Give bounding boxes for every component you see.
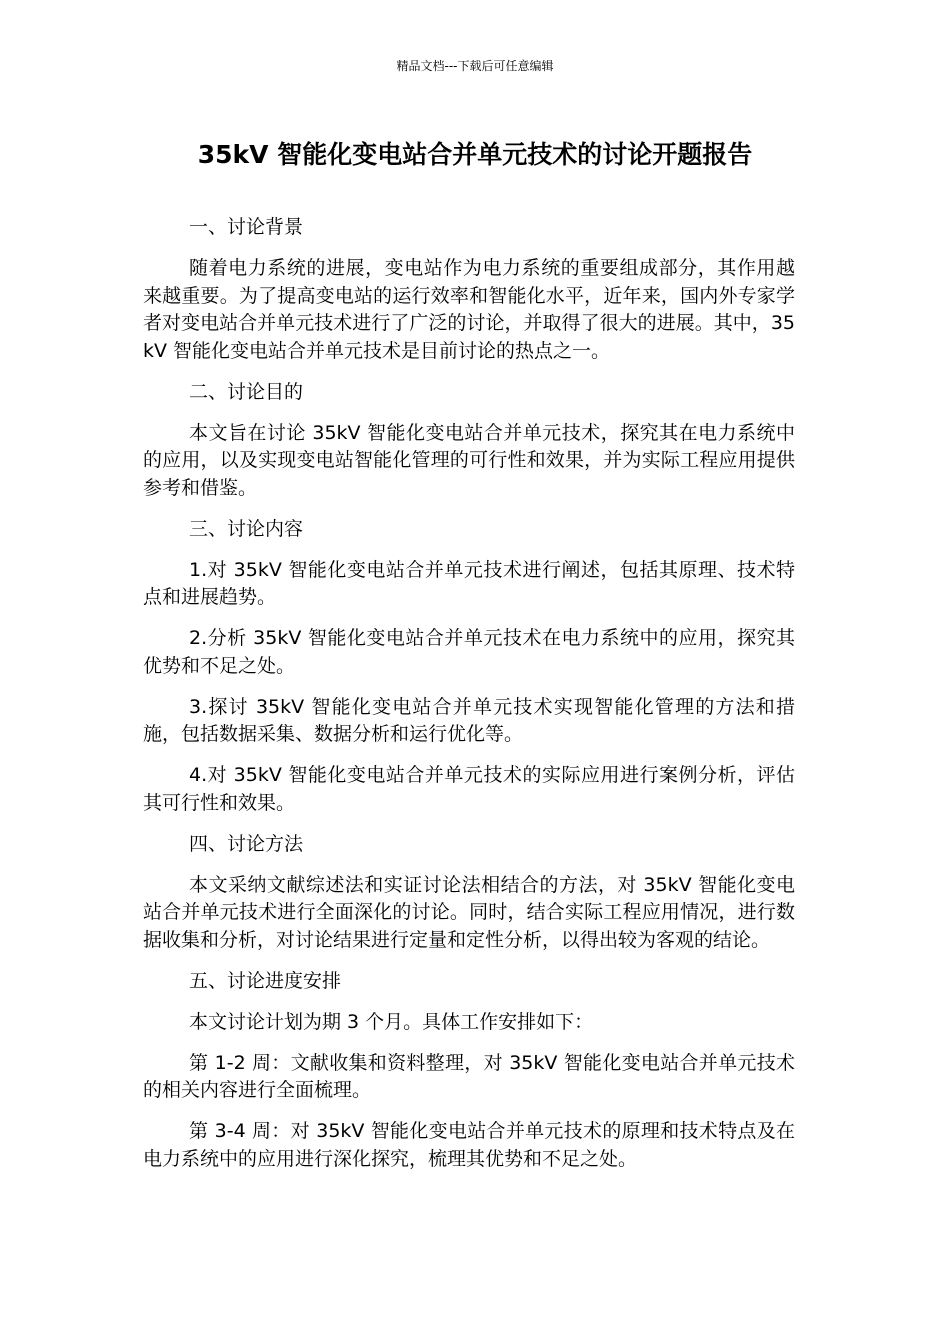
document-body (143, 214, 795, 1187)
schedule-item-weeks-1-2: 第 1-2 周：文献收集和资料整理，对 35kV 智能化变电站合并单元技术的相关内容进行全面梳理。 (143, 1051, 795, 1101)
paragraph-background: 随着电力系统的进展，变电站作为电力系统的重要组成部分，其作用越来越重要。为了提高变电站的运行效率和智能化水平，近年来，国内外专家学者对变电站合并单元技术进行了广泛的讨论，并取得了很大的进展。其中，35kV 智能化变电站合并单元技术是目前讨论的热点之一。 (143, 257, 795, 362)
list-item-content-4: 4.对 35kV 智能化变电站合并单元技术的实际应用进行案例分析，评估其可行性和效果。 (143, 764, 795, 814)
section-heading-background: 一、讨论背景 (189, 216, 304, 238)
section-heading-purpose: 二、讨论目的 (189, 380, 304, 403)
list-item-content-2: 2.分析 35kV 智能化变电站合并单元技术在电力系统中的应用，探究其优势和不足之处。 (143, 627, 795, 677)
section-heading-method: 四、讨论方法 (189, 832, 304, 855)
section-heading-schedule: 五、讨论进度安排 (189, 969, 342, 992)
page-header-note: 精品文档---下载后可任意编辑 (396, 59, 554, 73)
paragraph-schedule-intro: 本文讨论计划为期 3 个月。具体工作安排如下： (189, 1010, 594, 1033)
list-item-content-3: 3.探讨 35kV 智能化变电站合并单元技术实现智能化管理的方法和措施，包括数据采集、数据分析和运行优化等。 (143, 695, 795, 745)
paragraph-method: 本文采纳文献综述法和实证讨论法相结合的方法，对 35kV 智能化变电站合并单元技术进行全面深化的讨论。同时，结合实际工程应用情况，进行数据收集和分析，对讨论结果进行定量和定性分析，以得出较为客观的结论。 (143, 873, 795, 951)
schedule-item-weeks-3-4: 第 3-4 周：对 35kV 智能化变电站合并单元技术的原理和技术特点及在电力系统中的应用进行深化探究，梳理其优势和不足之处。 (143, 1120, 795, 1170)
list-item-content-1: 1.对 35kV 智能化变电站合并单元技术进行阐述，包括其原理、技术特点和进展趋势。 (143, 558, 795, 608)
section-heading-content: 三、讨论内容 (189, 517, 304, 540)
document-title: 35kV 智能化变电站合并单元技术的讨论开题报告 (197, 140, 753, 169)
paragraph-purpose: 本文旨在讨论 35kV 智能化变电站合并单元技术，探究其在电力系统中的应用，以及实现变电站智能化管理的可行性和效果，并为实际工程应用提供参考和借鉴。 (143, 421, 795, 499)
